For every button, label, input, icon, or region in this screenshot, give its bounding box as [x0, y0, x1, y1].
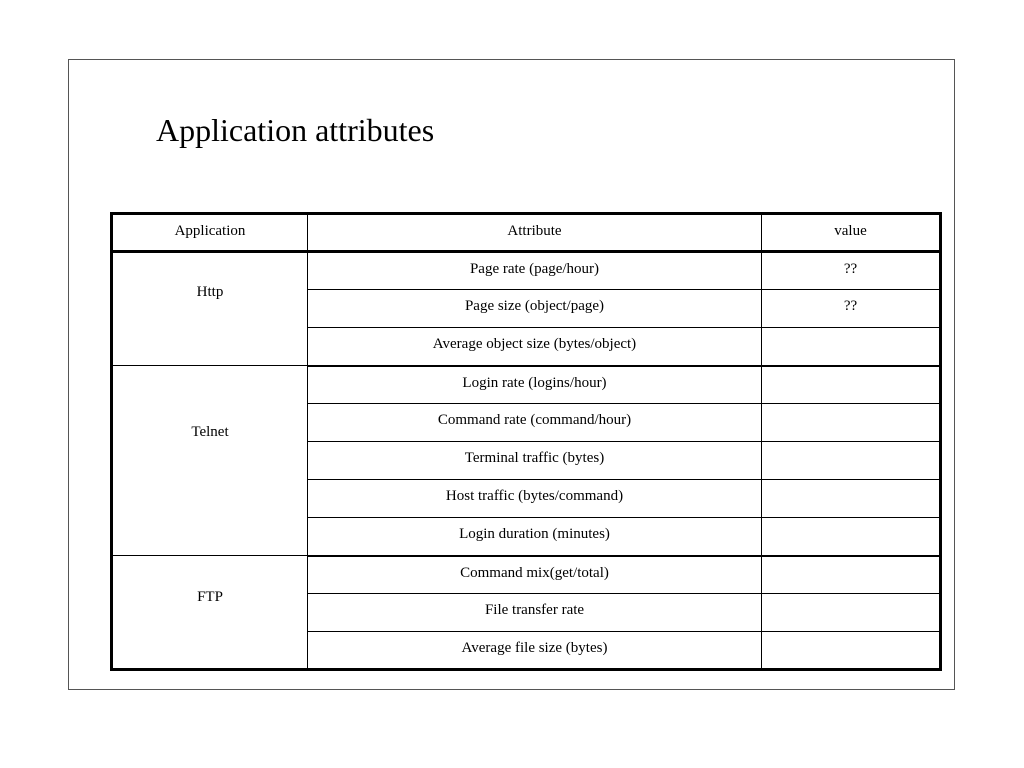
value-cell: [762, 442, 941, 480]
attribute-cell: Login duration (minutes): [308, 518, 762, 556]
slide-title: Application attributes: [156, 112, 435, 148]
attribute-cell: Command rate (command/hour): [308, 404, 762, 442]
value-cell: [762, 556, 941, 594]
table-row: [112, 252, 941, 290]
table-header-row: [112, 214, 941, 252]
attribute-cell: Login rate (logins/hour): [308, 366, 762, 404]
value-cell: [762, 404, 941, 442]
table-row: [112, 366, 941, 404]
attribute-cell: Page size (object/page): [308, 290, 762, 328]
application-cell-http: Http: [112, 252, 308, 366]
value-cell: ??: [762, 252, 941, 290]
value-cell: [762, 328, 941, 366]
value-cell: ??: [762, 290, 941, 328]
attribute-cell: Page rate (page/hour): [308, 252, 762, 290]
attribute-cell: File transfer rate: [308, 594, 762, 632]
attribute-cell: Host traffic (bytes/command): [308, 480, 762, 518]
header-application: Application: [112, 214, 308, 252]
attribute-cell: Terminal traffic (bytes): [308, 442, 762, 480]
attribute-cell: Command mix(get/total): [308, 556, 762, 594]
value-cell: [762, 594, 941, 632]
value-cell: [762, 518, 941, 556]
value-cell: [762, 366, 941, 404]
attribute-cell: Average file size (bytes): [308, 632, 762, 670]
slide-frame: [68, 59, 955, 690]
header-value: value: [762, 214, 941, 252]
application-cell-ftp: FTP: [112, 556, 308, 670]
header-attribute: Attribute: [308, 214, 762, 252]
attribute-cell: Average object size (bytes/object): [308, 328, 762, 366]
value-cell: [762, 480, 941, 518]
attributes-table: [110, 212, 942, 671]
value-cell: [762, 632, 941, 670]
table-row: [112, 556, 941, 594]
application-cell-telnet: Telnet: [112, 366, 308, 556]
